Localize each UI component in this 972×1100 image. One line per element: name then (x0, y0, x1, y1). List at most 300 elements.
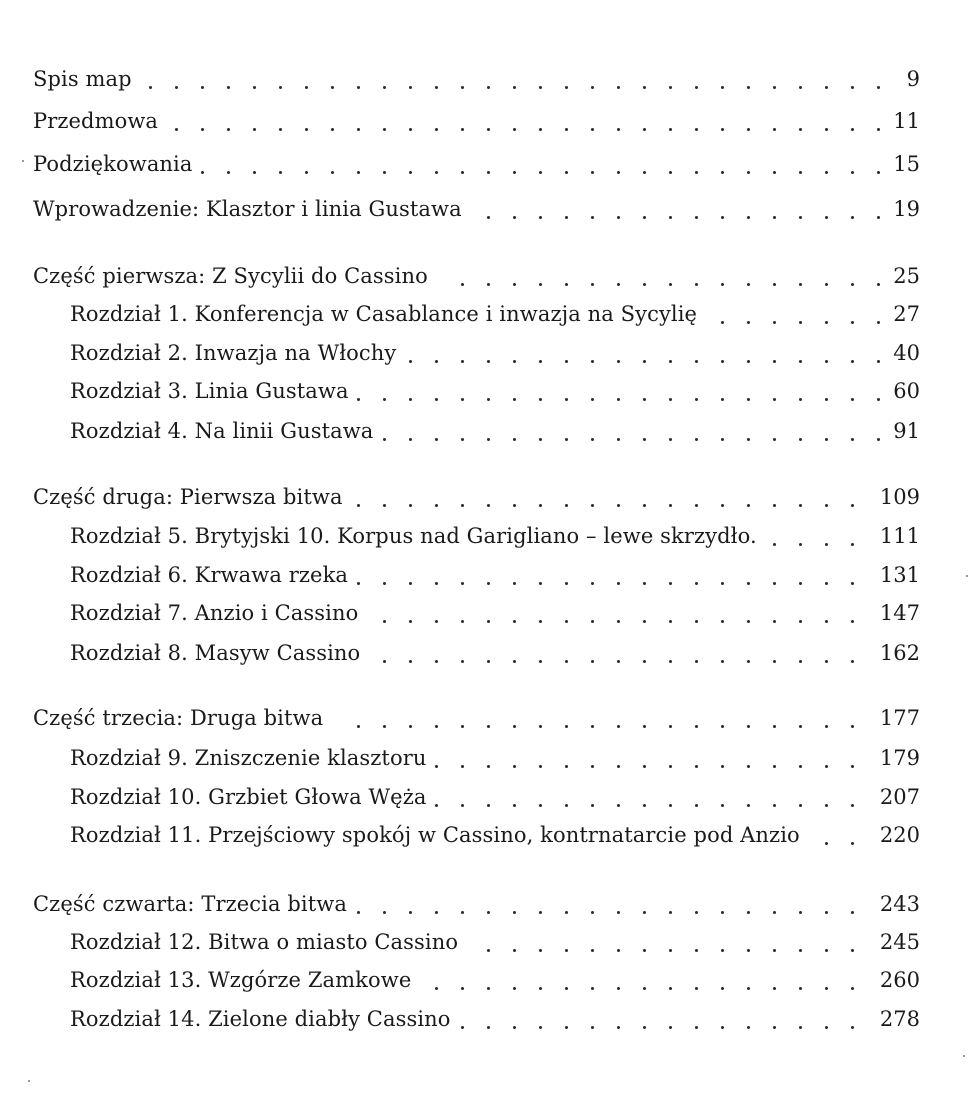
leader-dot (851, 438, 854, 441)
leader-dot (591, 283, 594, 286)
leader-dot (773, 216, 776, 219)
dot-leader (0, 283, 972, 287)
toc-entry-page: 91 (893, 419, 920, 443)
leader-dot (721, 911, 724, 914)
leader-dot (409, 438, 412, 441)
leader-dot (617, 911, 620, 914)
leader-dot (799, 543, 802, 546)
leader-dot (513, 216, 516, 219)
leader-dot (721, 804, 724, 807)
dot-leader (0, 128, 972, 132)
leader-dot (409, 911, 412, 914)
leader-dot (721, 725, 724, 728)
leader-dot (591, 949, 594, 952)
leader-dot (565, 171, 568, 174)
leader-dot (643, 582, 646, 585)
leader-dot (435, 765, 438, 768)
toc-entry-title: Część pierwsza: Z Sycylii do Cassino (33, 264, 428, 288)
leader-dot (799, 804, 802, 807)
toc-part-heading (0, 259, 972, 295)
leader-dot (435, 620, 438, 623)
leader-dot (513, 398, 516, 401)
leader-dot (383, 504, 386, 507)
leader-dot (565, 360, 568, 363)
leader-dot (435, 660, 438, 663)
leader-dot (669, 438, 672, 441)
toc-entry-title: Rozdział 6. Krwawa rzeka (70, 563, 349, 587)
toc-chapter (0, 925, 972, 961)
leader-dot (591, 1026, 594, 1029)
leader-dot (825, 582, 828, 585)
leader-dot (825, 765, 828, 768)
leader-dot (721, 949, 724, 952)
dot-leader (0, 804, 972, 808)
leader-dot (617, 398, 620, 401)
leader-dot (643, 620, 646, 623)
leader-dot (695, 86, 698, 89)
leader-dot (591, 582, 594, 585)
leader-dot (643, 765, 646, 768)
leader-dot (461, 86, 464, 89)
leader-dot (747, 949, 750, 952)
leader-dot (383, 128, 386, 131)
leader-dot (825, 911, 828, 914)
leader-dot (487, 128, 490, 131)
dot-leader (0, 582, 972, 586)
toc-entry-title: Rozdział 9. Zniszczenie klasztoru (70, 746, 427, 770)
leader-dot (591, 128, 594, 131)
leader-dot (747, 620, 750, 623)
leader-dot (513, 620, 516, 623)
leader-dot (851, 842, 854, 845)
toc-chapter (0, 519, 972, 555)
leader-dot (565, 620, 568, 623)
leader-dot (799, 949, 802, 952)
leader-dot (747, 283, 750, 286)
leader-dot (747, 360, 750, 363)
leader-dot (591, 765, 594, 768)
leader-dot (461, 398, 464, 401)
leader-dot (825, 321, 828, 324)
leader-dot (487, 283, 490, 286)
toc-chapter (0, 741, 972, 777)
leader-dot (565, 1026, 568, 1029)
leader-dot (539, 765, 542, 768)
dot-leader (0, 504, 972, 508)
leader-dot (747, 987, 750, 990)
dot-leader (0, 765, 972, 769)
leader-dot (513, 360, 516, 363)
leader-dot (669, 86, 672, 89)
leader-dot (357, 171, 360, 174)
leader-dot (513, 804, 516, 807)
leader-dot (695, 398, 698, 401)
leader-dot (695, 171, 698, 174)
leader-dot (669, 725, 672, 728)
leader-dot (253, 86, 256, 89)
leader-dot (487, 216, 490, 219)
leader-dot (643, 86, 646, 89)
leader-dot (851, 321, 854, 324)
leader-dot (825, 398, 828, 401)
leader-dot (825, 543, 828, 546)
leader-dot (825, 804, 828, 807)
leader-dot (539, 949, 542, 952)
leader-dot (799, 216, 802, 219)
toc-entry-title: Rozdział 2. Inwazja na Włochy (70, 341, 397, 365)
leader-dot (825, 660, 828, 663)
leader-dot (461, 171, 464, 174)
leader-dot (643, 398, 646, 401)
leader-dot (565, 765, 568, 768)
leader-dot (331, 86, 334, 89)
leader-dot (773, 765, 776, 768)
leader-dot (695, 360, 698, 363)
leader-dot (851, 582, 854, 585)
scan-speck (22, 160, 24, 162)
leader-dot (591, 360, 594, 363)
leader-dot (773, 949, 776, 952)
leader-dot (773, 321, 776, 324)
toc-chapter (0, 414, 972, 450)
leader-dot (877, 398, 880, 401)
leader-dot (721, 128, 724, 131)
leader-dot (799, 398, 802, 401)
leader-dot (773, 620, 776, 623)
leader-dot (461, 765, 464, 768)
toc-entry-page: 111 (879, 524, 920, 548)
toc-entry-page: 60 (893, 379, 920, 403)
leader-dot (617, 987, 620, 990)
leader-dot (565, 283, 568, 286)
leader-dot (669, 949, 672, 952)
leader-dot (695, 987, 698, 990)
leader-dot (747, 804, 750, 807)
leader-dot (721, 660, 724, 663)
leader-dot (617, 171, 620, 174)
toc-chapter (0, 297, 972, 333)
leader-dot (643, 283, 646, 286)
dot-leader (0, 987, 972, 991)
leader-dot (565, 804, 568, 807)
leader-dot (773, 398, 776, 401)
leader-dot (747, 438, 750, 441)
leader-dot (617, 620, 620, 623)
toc-entry-title: Rozdział 11. Przejściowy spokój w Cassino, kontrnatarcie pod Anzio (70, 823, 800, 847)
leader-dot (721, 987, 724, 990)
leader-dot (747, 582, 750, 585)
leader-dot (487, 171, 490, 174)
toc-chapter (0, 374, 972, 410)
leader-dot (461, 911, 464, 914)
leader-dot (539, 171, 542, 174)
leader-dot (409, 725, 412, 728)
toc-chapter (0, 336, 972, 372)
leader-dot (513, 128, 516, 131)
leader-dot (591, 438, 594, 441)
leader-dot (565, 216, 568, 219)
leader-dot (669, 398, 672, 401)
leader-dot (487, 1026, 490, 1029)
leader-dot (513, 765, 516, 768)
leader-dot (825, 128, 828, 131)
leader-dot (591, 398, 594, 401)
leader-dot (539, 216, 542, 219)
toc-entry-page: 162 (879, 641, 920, 665)
leader-dot (435, 987, 438, 990)
leader-dot (643, 1026, 646, 1029)
leader-dot (435, 804, 438, 807)
leader-dot (825, 504, 828, 507)
leader-dot (799, 504, 802, 507)
leader-dot (461, 804, 464, 807)
leader-dot (669, 283, 672, 286)
leader-dot (539, 582, 542, 585)
leader-dot (383, 398, 386, 401)
toc-chapter (0, 963, 972, 999)
leader-dot (357, 725, 360, 728)
leader-dot (513, 171, 516, 174)
leader-dot (435, 398, 438, 401)
leader-dot (435, 725, 438, 728)
leader-dot (461, 128, 464, 131)
leader-dot (487, 765, 490, 768)
leader-dot (721, 360, 724, 363)
leader-dot (409, 171, 412, 174)
leader-dot (669, 216, 672, 219)
leader-dot (383, 86, 386, 89)
leader-dot (721, 216, 724, 219)
leader-dot (747, 398, 750, 401)
leader-dot (825, 987, 828, 990)
leader-dot (721, 86, 724, 89)
toc-entry-title: Rozdział 7. Anzio i Cassino (70, 601, 359, 625)
leader-dot (409, 398, 412, 401)
leader-dot (669, 987, 672, 990)
leader-dot (799, 620, 802, 623)
leader-dot (825, 283, 828, 286)
leader-dot (383, 582, 386, 585)
leader-dot (695, 1026, 698, 1029)
leader-dot (721, 1026, 724, 1029)
leader-dot (513, 438, 516, 441)
leader-dot (643, 360, 646, 363)
leader-dot (591, 804, 594, 807)
leader-dot (409, 504, 412, 507)
leader-dot (643, 987, 646, 990)
leader-dot (643, 725, 646, 728)
leader-dot (773, 283, 776, 286)
leader-dot (877, 216, 880, 219)
leader-dot (487, 504, 490, 507)
leader-dot (851, 620, 854, 623)
leader-dot (825, 620, 828, 623)
leader-dot (513, 582, 516, 585)
leader-dot (669, 360, 672, 363)
leader-dot (851, 216, 854, 219)
leader-dot (799, 765, 802, 768)
leader-dot (669, 765, 672, 768)
toc-entry-page: 179 (879, 746, 920, 770)
leader-dot (747, 660, 750, 663)
toc-entry (0, 62, 972, 98)
leader-dot (799, 283, 802, 286)
leader-dot (227, 128, 230, 131)
leader-dot (851, 171, 854, 174)
leader-dot (487, 987, 490, 990)
leader-dot (591, 987, 594, 990)
leader-dot (617, 765, 620, 768)
leader-dot (617, 86, 620, 89)
leader-dot (591, 171, 594, 174)
scan-speck (966, 575, 968, 577)
leader-dot (487, 725, 490, 728)
leader-dot (851, 987, 854, 990)
leader-dot (617, 216, 620, 219)
leader-dot (747, 128, 750, 131)
toc-entry-title: Część czwarta: Trzecia bitwa (33, 892, 347, 916)
leader-dot (721, 438, 724, 441)
toc-entry-page: 278 (879, 1007, 920, 1031)
toc-entry-page: 177 (879, 706, 920, 730)
leader-dot (357, 582, 360, 585)
leader-dot (773, 911, 776, 914)
leader-dot (877, 360, 880, 363)
leader-dot (409, 86, 412, 89)
leader-dot (565, 911, 568, 914)
toc-entry-page: 19 (893, 197, 920, 221)
leader-dot (435, 171, 438, 174)
toc-chapter (0, 1002, 972, 1038)
toc-entry-title: Rozdział 5. Brytyjski 10. Korpus nad Garigliano – lewe skrzydło. (70, 524, 757, 548)
leader-dot (539, 620, 542, 623)
leader-dot (617, 360, 620, 363)
leader-dot (513, 504, 516, 507)
leader-dot (383, 660, 386, 663)
leader-dot (695, 911, 698, 914)
leader-dot (877, 438, 880, 441)
leader-dot (617, 949, 620, 952)
leader-dot (435, 911, 438, 914)
dot-leader (0, 911, 972, 915)
leader-dot (851, 911, 854, 914)
leader-dot (877, 171, 880, 174)
leader-dot (435, 438, 438, 441)
toc-entry-page: 9 (906, 67, 920, 91)
leader-dot (721, 321, 724, 324)
leader-dot (565, 725, 568, 728)
leader-dot (825, 86, 828, 89)
leader-dot (487, 398, 490, 401)
leader-dot (565, 582, 568, 585)
toc-entry-title: Rozdział 4. Na linii Gustawa (70, 419, 374, 443)
leader-dot (487, 620, 490, 623)
toc-entry-page: 147 (879, 601, 920, 625)
leader-dot (747, 86, 750, 89)
toc-chapter (0, 558, 972, 594)
toc-entry-title: Spis map (33, 67, 132, 91)
leader-dot (357, 504, 360, 507)
leader-dot (669, 171, 672, 174)
leader-dot (695, 128, 698, 131)
leader-dot (591, 504, 594, 507)
toc-part-heading (0, 701, 972, 737)
leader-dot (487, 86, 490, 89)
dot-leader (0, 543, 972, 547)
dot-leader (0, 171, 972, 175)
leader-dot (695, 660, 698, 663)
toc-entry-page: 27 (893, 302, 920, 326)
leader-dot (747, 911, 750, 914)
leader-dot (461, 987, 464, 990)
toc-entry-page: 207 (879, 785, 920, 809)
leader-dot (773, 660, 776, 663)
leader-dot (877, 128, 880, 131)
scan-speck (963, 1055, 965, 1057)
leader-dot (669, 1026, 672, 1029)
leader-dot (591, 86, 594, 89)
leader-dot (747, 321, 750, 324)
toc-entry-title: Część trzecia: Druga bitwa (33, 706, 324, 730)
leader-dot (305, 171, 308, 174)
dot-leader (0, 321, 972, 325)
leader-dot (799, 1026, 802, 1029)
leader-dot (643, 660, 646, 663)
leader-dot (799, 660, 802, 663)
leader-dot (643, 911, 646, 914)
leader-dot (175, 128, 178, 131)
leader-dot (617, 128, 620, 131)
leader-dot (617, 438, 620, 441)
leader-dot (461, 660, 464, 663)
leader-dot (461, 360, 464, 363)
leader-dot (513, 283, 516, 286)
leader-dot (435, 504, 438, 507)
leader-dot (747, 504, 750, 507)
leader-dot (799, 438, 802, 441)
leader-dot (825, 216, 828, 219)
leader-dot (773, 804, 776, 807)
leader-dot (461, 582, 464, 585)
leader-dot (773, 128, 776, 131)
leader-dot (565, 987, 568, 990)
leader-dot (565, 504, 568, 507)
leader-dot (851, 804, 854, 807)
leader-dot (695, 582, 698, 585)
leader-dot (227, 171, 230, 174)
leader-dot (747, 216, 750, 219)
leader-dot (461, 504, 464, 507)
leader-dot (409, 620, 412, 623)
leader-dot (591, 725, 594, 728)
leader-dot (643, 171, 646, 174)
leader-dot (851, 725, 854, 728)
leader-dot (721, 765, 724, 768)
toc-entry-page: 15 (893, 152, 920, 176)
toc-entry-title: Rozdział 13. Wzgórze Zamkowe (70, 968, 412, 992)
leader-dot (695, 949, 698, 952)
leader-dot (513, 86, 516, 89)
toc-entry-title: Rozdział 12. Bitwa o miasto Cassino (70, 930, 459, 954)
leader-dot (773, 86, 776, 89)
leader-dot (305, 86, 308, 89)
leader-dot (669, 582, 672, 585)
leader-dot (435, 128, 438, 131)
leader-dot (383, 911, 386, 914)
leader-dot (669, 804, 672, 807)
leader-dot (799, 987, 802, 990)
leader-dot (773, 171, 776, 174)
